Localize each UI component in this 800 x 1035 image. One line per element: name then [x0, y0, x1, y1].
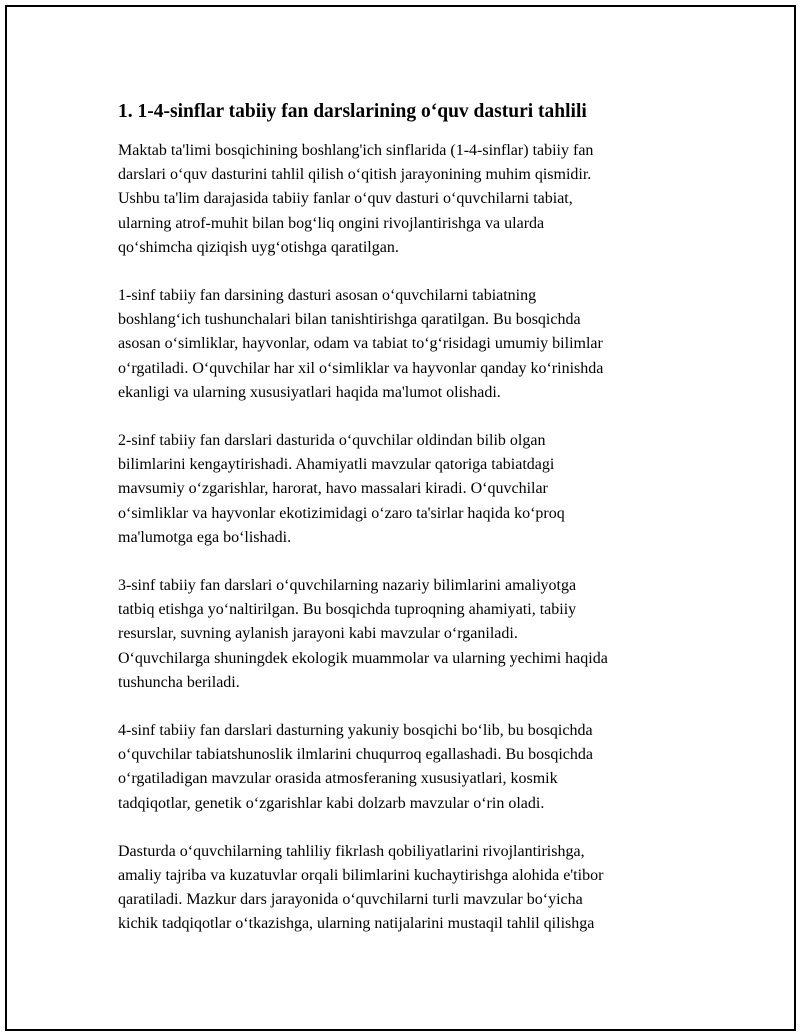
- paragraph-intro: Maktab ta'limi bosqichining boshlang'ich sinflarida (1-4-sinflar) tabiiy fan darslari o‘quv dasturini tahlil qilish o‘qitish jarayonining muhim qismidir. Ushbu ta'lim darajasida tabiiy fanlar o‘quv dasturi o‘quvchilarni tabiat, ularning atrof-muhit bilan bog‘liq ongini rivojlantirishga va ularda qo‘shimcha qiziqish uyg‘otishga qaratilgan.: [118, 142, 594, 256]
- paragraph-program-goals: Dasturda o‘quvchilarning tahliliy fikrlash qobiliyatlarini rivojlantirishga, amaliy tajriba va kuzatuvlar orqali bilimlarini kuchaytirishga alohida e'tibor qaratiladi. Mazkur dars jarayonida o‘quvchilarni turli mavzular bo‘yicha kichik tadqiqotlar o‘tkazishga, ularning natijalarini mustaqil tahlil qilishga: [118, 842, 604, 933]
- paragraph-grade-1: 1-sinf tabiiy fan darsining dasturi asosan o‘quvchilarni tabiatning boshlang‘ich tushunchalari bilan tanishtirishga qaratilgan. Bu bosqichda asosan o‘simliklar, hayvonlar, odam va tabiat to‘g‘risidagi umumiy bilimlar o‘rgatiladi. O‘quvchilar har xil o‘simliklar va hayvonlar qanday ko‘rinishda ekanligi va ularning xususiyatlari haqida ma'lumot olishadi.: [118, 287, 604, 401]
- paragraph-grade-4: 4-sinf tabiiy fan darslari dasturning yakuniy bosqichi bo‘lib, bu bosqichda o‘quvchilar tabiatshunoslik ilmlarini chuqurroq egallashadi. Bu bosqichda o‘rgatiladigan mavzular orasida atmosferaning xususiyatlari, kosmik tadqiqotlar, genetik o‘zgarishlar kabi dolzarb mavzular o‘rin oladi.: [118, 722, 594, 812]
- paragraph-grade-3: 3-sinf tabiiy fan darslari o‘quvchilarning nazariy bilimlarini amaliyotga tatbiq etishga yo‘naltirilgan. Bu bosqichda tuproqning ahamiyati, tabiiy resurslar, suvning aylanish jarayoni kabi mavzular o‘rganiladi. O‘quvchilarga shuningdek ekologik muammolar va ularning yechimi haqida tushuncha beriladi.: [118, 577, 608, 691]
- paragraph-grade-2: 2-sinf tabiiy fan darslari dasturida o‘quvchilar oldindan bilib olgan bilimlarini kengaytirishadi. Ahamiyatli mavzular qatoriga tabiatdagi mavsumiy o‘zgarishlar, harorat, havo massalari kiradi. O‘quvchilar o‘simliklar va hayvonlar ekotizimidagi o‘zaro ta'sirlar haqida ko‘proq ma'lumotga ega bo‘lishadi.: [118, 432, 565, 546]
- page-frame: [5, 5, 796, 1031]
- document-body: [118, 99, 698, 961]
- section-heading: 1. 1-4-sinflar tabiiy fan darslarining o‘quv dasturi tahlili: [118, 101, 587, 122]
